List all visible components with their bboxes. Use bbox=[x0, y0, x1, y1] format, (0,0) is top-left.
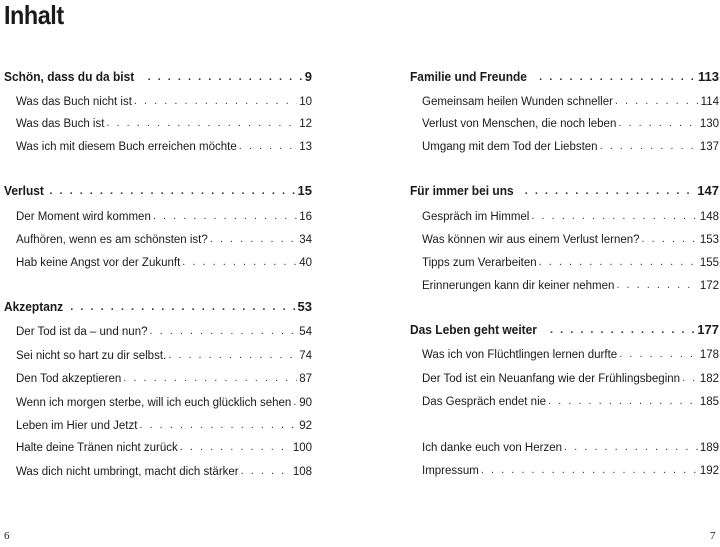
dot-leader bbox=[564, 440, 698, 454]
toc-entry-title: Wenn ich morgen sterbe, will ich euch glücklich sehen bbox=[16, 397, 292, 409]
toc-entry[interactable] bbox=[422, 272, 719, 292]
toc-page-number: 100 bbox=[292, 442, 312, 454]
dot-leader bbox=[153, 209, 297, 223]
page-number-right: 7 bbox=[710, 530, 716, 542]
toc-entry[interactable] bbox=[422, 365, 719, 385]
toc-entry-title: Hab keine Angst vor der Zukunft bbox=[16, 257, 181, 269]
dot-leader bbox=[525, 184, 696, 198]
dot-leader bbox=[150, 324, 298, 338]
toc-entry[interactable] bbox=[16, 365, 312, 385]
toc-page-number: 153 bbox=[699, 234, 719, 246]
toc-entry-title: Verlust von Menschen, die noch leben bbox=[422, 118, 617, 130]
toc-page-number: 130 bbox=[699, 118, 719, 130]
dot-leader bbox=[550, 323, 695, 337]
toc-page-number: 177 bbox=[697, 322, 719, 337]
toc-entry[interactable] bbox=[16, 226, 312, 246]
toc-entry-title: Leben im Hier und Jetzt bbox=[16, 420, 138, 432]
toc-entry[interactable] bbox=[16, 203, 312, 223]
toc-entry-title: Was das Buch ist bbox=[16, 118, 105, 130]
toc-page-number: 172 bbox=[699, 280, 719, 292]
dot-leader bbox=[600, 139, 698, 153]
page-number-left: 6 bbox=[4, 530, 10, 542]
dot-leader bbox=[619, 347, 698, 361]
toc-entry-title: Für immer bei uns bbox=[410, 183, 514, 198]
dot-leader bbox=[182, 255, 297, 269]
toc-entry[interactable] bbox=[422, 457, 719, 477]
toc-entry-title: Impressum bbox=[422, 465, 479, 477]
toc-section-entry[interactable] bbox=[4, 64, 312, 84]
toc-entry[interactable] bbox=[422, 110, 719, 130]
toc-entry[interactable] bbox=[16, 412, 312, 432]
toc-page-number: 15 bbox=[297, 183, 312, 198]
toc-entry[interactable] bbox=[16, 389, 312, 409]
toc-page-number: 148 bbox=[699, 211, 719, 223]
dot-leader bbox=[548, 394, 698, 408]
toc-entry[interactable] bbox=[422, 388, 719, 408]
dot-leader bbox=[642, 232, 698, 246]
toc-entry-title: Akzeptanz bbox=[4, 299, 64, 314]
dot-leader bbox=[539, 255, 698, 269]
toc-section-entry[interactable] bbox=[410, 178, 719, 198]
toc-page-number: 40 bbox=[299, 257, 312, 269]
toc-page-number: 178 bbox=[699, 349, 719, 361]
toc-entry-title: Aufhören, wenn es am schönsten ist? bbox=[16, 234, 208, 246]
toc-page-number: 182 bbox=[699, 373, 719, 385]
toc-page-number: 192 bbox=[699, 465, 719, 477]
toc-entry-title: Schön, dass du da bist bbox=[4, 69, 135, 84]
toc-entry-title: Erinnerungen kann dir keiner nehmen bbox=[422, 280, 615, 292]
dot-leader bbox=[210, 232, 297, 246]
dot-leader bbox=[148, 70, 303, 84]
toc-entry-title: Das Gespräch endet nie bbox=[422, 396, 547, 408]
toc-entry-title: Das Leben geht weiter bbox=[410, 322, 537, 337]
toc-entry-title: Umgang mit dem Tod der Liebsten bbox=[422, 141, 598, 153]
toc-section-entry[interactable] bbox=[410, 64, 719, 84]
toc-page-number: 185 bbox=[699, 396, 719, 408]
toc-section-entry[interactable] bbox=[410, 317, 719, 337]
toc-entry-title: Den Tod akzeptieren bbox=[16, 373, 122, 385]
dot-leader bbox=[241, 464, 291, 478]
toc-page-number: 13 bbox=[299, 141, 312, 153]
toc-entry-title: Was ich von Flüchtlingen lernen durfte bbox=[422, 349, 618, 361]
toc-page-number: 34 bbox=[299, 234, 312, 246]
toc-entry[interactable] bbox=[16, 110, 312, 130]
toc-page-number: 108 bbox=[292, 466, 312, 478]
toc-entry[interactable] bbox=[422, 341, 719, 361]
toc-entry-title: Was können wir aus einem Verlust lernen? bbox=[422, 234, 640, 246]
toc-page-number: 16 bbox=[299, 211, 312, 223]
dot-leader bbox=[106, 116, 297, 130]
toc-page-number: 155 bbox=[699, 257, 719, 269]
dot-leader bbox=[123, 371, 297, 385]
toc-entry[interactable] bbox=[422, 434, 719, 454]
toc-entry[interactable] bbox=[16, 458, 312, 478]
toc-page-number: 54 bbox=[299, 326, 312, 338]
toc-page-number: 74 bbox=[299, 350, 312, 362]
toc-page-number: 90 bbox=[299, 397, 312, 409]
toc-entry[interactable] bbox=[16, 133, 312, 153]
toc-entry-title: Gespräch im Himmel bbox=[422, 211, 530, 223]
dot-leader bbox=[539, 70, 696, 84]
dot-leader bbox=[615, 94, 699, 108]
dot-leader bbox=[293, 395, 297, 409]
toc-page-number: 113 bbox=[698, 69, 719, 84]
toc-entry-title: Sei nicht so hart zu dir selbst. bbox=[16, 350, 167, 362]
toc-entry-title: Familie und Freunde bbox=[410, 69, 527, 84]
toc-section-entry[interactable] bbox=[4, 294, 312, 314]
toc-entry[interactable] bbox=[16, 318, 312, 338]
toc-page-number: 10 bbox=[299, 96, 312, 108]
toc-page-number: 147 bbox=[697, 183, 719, 198]
toc-page-number: 87 bbox=[299, 373, 312, 385]
toc-entry[interactable] bbox=[16, 88, 312, 108]
toc-entry-title: Was ich mit diesem Buch erreichen möchte bbox=[16, 141, 237, 153]
toc-entry[interactable] bbox=[422, 226, 719, 246]
toc-page-number: 137 bbox=[699, 141, 719, 153]
dot-leader bbox=[49, 184, 295, 198]
dot-leader bbox=[134, 94, 297, 108]
dot-leader bbox=[180, 440, 291, 454]
toc-entry[interactable] bbox=[422, 88, 719, 108]
dot-leader bbox=[618, 116, 697, 130]
toc-entry[interactable] bbox=[422, 203, 719, 223]
dot-leader bbox=[139, 418, 297, 432]
toc-entry[interactable] bbox=[422, 249, 719, 269]
toc-entry-title: Gemeinsam heilen Wunden schneller bbox=[422, 96, 613, 108]
toc-page-number: 9 bbox=[304, 69, 312, 84]
dot-leader bbox=[168, 348, 297, 362]
toc-entry-title: Der Moment wird kommen bbox=[16, 211, 151, 223]
dot-leader bbox=[682, 371, 698, 385]
dot-leader bbox=[481, 463, 698, 477]
toc-entry-title: Halte deine Tränen nicht zurück bbox=[16, 442, 178, 454]
dot-leader bbox=[70, 300, 295, 314]
toc-entry-title: Der Tod ist da – und nun? bbox=[16, 326, 148, 338]
toc-entry[interactable] bbox=[422, 133, 719, 153]
toc-entry-title: Verlust bbox=[4, 183, 44, 198]
toc-entry-title: Ich danke euch von Herzen bbox=[422, 442, 563, 454]
toc-entry[interactable] bbox=[16, 434, 312, 454]
page-title: Inhalt bbox=[4, 0, 64, 30]
toc-entry[interactable] bbox=[16, 342, 312, 362]
toc-page-number: 114 bbox=[700, 96, 719, 108]
toc-entry-title: Was das Buch nicht ist bbox=[16, 96, 132, 108]
toc-page-number: 12 bbox=[299, 118, 312, 130]
toc-section-entry[interactable] bbox=[4, 178, 312, 198]
toc-entry[interactable] bbox=[16, 249, 312, 269]
toc-page-number: 92 bbox=[299, 420, 312, 432]
dot-leader bbox=[239, 139, 297, 153]
toc-page-number: 53 bbox=[297, 299, 312, 314]
dot-leader bbox=[616, 278, 697, 292]
toc-entry-title: Was dich nicht umbringt, macht dich stärker bbox=[16, 466, 239, 478]
toc-entry-title: Der Tod ist ein Neuanfang wie der Frühlingsbeginn bbox=[422, 373, 681, 385]
dot-leader bbox=[531, 209, 697, 223]
toc-entry-title: Tipps zum Verarbeiten bbox=[422, 257, 537, 269]
toc-page-number: 189 bbox=[699, 442, 719, 454]
